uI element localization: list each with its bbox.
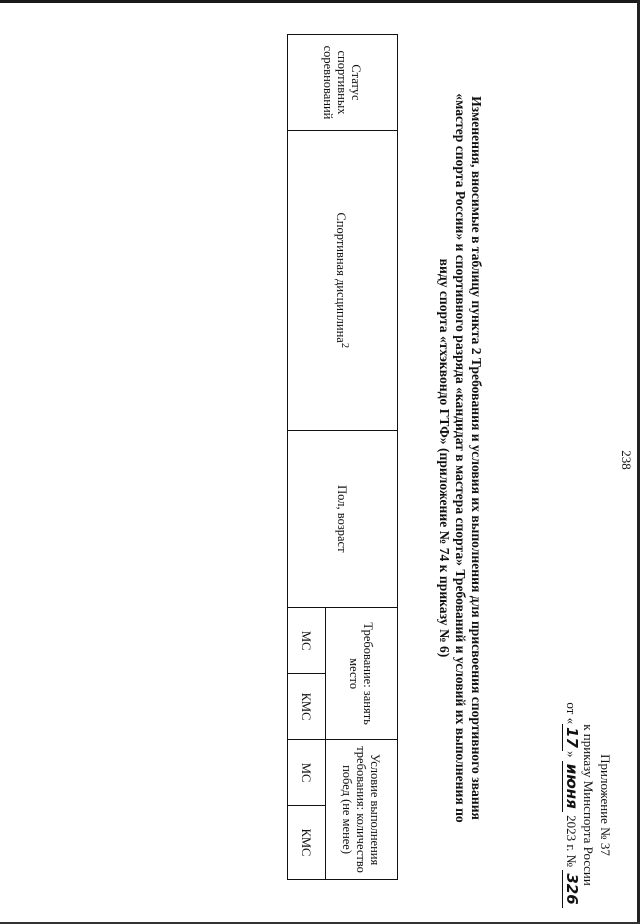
subheader-wins-ms: МС — [288, 740, 326, 806]
subheader-wins-kms: КМС — [288, 806, 326, 880]
appendix-order-ref: к приказу Минспорта России — [581, 724, 596, 886]
subheader-place-ms: МС — [288, 608, 326, 674]
handwritten-day: 17 — [562, 724, 581, 751]
date-close-quote: » — [564, 750, 579, 758]
subheader-place-kms: КМС — [288, 674, 326, 740]
header-wins-condition: Условие выполнения требования: количество побед (не менее) — [326, 740, 398, 880]
appendix-date-line — [563, 700, 580, 910]
appendix-header — [563, 700, 614, 910]
date-year: 2023 г. № — [564, 815, 579, 868]
title-line-3: виду спорта «тхэквондо ГТФ» (приложение № 74 к приказу № 6) — [437, 258, 452, 658]
header-sex-age: Пол, возраст — [288, 430, 398, 608]
requirements-table — [287, 34, 398, 880]
document-title — [436, 48, 484, 868]
header-competition-status: Статус спортивных соревнований — [288, 35, 398, 131]
discipline-label: Спортивная дисциплина — [333, 212, 348, 343]
title-line-1: Изменения, вносимые в таблицу пункта 2 Требования и условия их выполнения для присвоения спортивного звания — [469, 96, 484, 820]
date-prefix: от « — [564, 702, 579, 725]
title-line-2: «мастер спорта России» и спортивного разряда «кандидат в мастера спорта» Требований и условий их выполнения по — [453, 93, 468, 823]
discipline-footnote: 2 — [339, 342, 351, 349]
handwritten-order-number: 326 — [562, 870, 581, 907]
header-discipline — [288, 130, 398, 430]
page-number: 238 — [619, 450, 634, 470]
appendix-number: Приложение № 37 — [598, 754, 613, 856]
handwritten-month: июня — [562, 761, 581, 812]
header-place-requirement: Требование: занять место — [326, 608, 398, 740]
